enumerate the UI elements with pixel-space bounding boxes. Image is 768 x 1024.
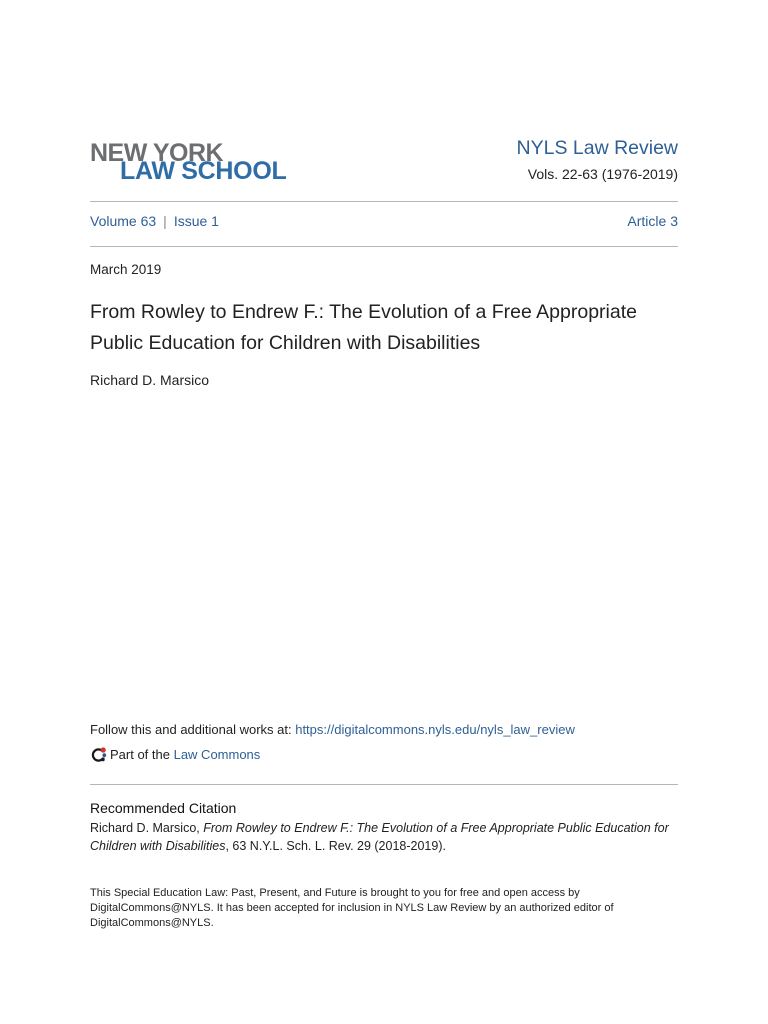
follow-prefix: Follow this and additional works at: — [90, 722, 296, 737]
follow-line — [90, 722, 575, 737]
part-of-prefix: Part of the — [110, 747, 174, 762]
article-author: Richard D. Marsico — [90, 372, 210, 388]
article-link[interactable]: Article 3 — [627, 213, 678, 229]
journal-title-link[interactable]: NYLS Law Review — [516, 137, 678, 159]
commons-network-icon — [90, 746, 107, 763]
issue-link[interactable]: Issue 1 — [173, 213, 219, 229]
issue-bar — [90, 213, 678, 229]
citation-author: Richard D. Marsico, — [90, 821, 204, 835]
open-access-note: This Special Education Law: Past, Present, and Future is brought to you for free and open access by DigitalCommons@NYLS. It has been accepted for inclusion in NYLS Law Review by an authorized editor of DigitalCommons@NYLS. — [90, 887, 614, 929]
citation-title: From Rowley to Endrew F.: The Evolution of a Free Appropriate Public Education for Children with Disabilities — [90, 821, 669, 853]
logo-line-1: NEW YORK — [90, 139, 224, 167]
part-of-line — [90, 746, 260, 763]
publication-date: March 2019 — [90, 262, 162, 277]
repository-link[interactable]: https://digitalcommons.nyls.edu/nyls_law_review — [295, 722, 575, 737]
recommended-citation-text — [90, 820, 678, 855]
issue-divider — [90, 246, 678, 247]
new-york-law-school-logo[interactable] — [90, 141, 300, 183]
journal-volumes: Vols. 22-63 (1976-2019) — [527, 166, 678, 182]
header-divider — [90, 201, 678, 202]
law-commons-link[interactable]: Law Commons — [173, 747, 261, 762]
logo-line-2: LAW SCHOOL — [120, 157, 287, 185]
volume-link[interactable]: Volume 63 — [90, 213, 157, 229]
citation-divider — [90, 784, 678, 785]
cover-page — [90, 0, 678, 1024]
issue-separator: | — [163, 213, 167, 229]
citation-source: , 63 N.Y.L. Sch. L. Rev. 29 (2018-2019). — [225, 838, 446, 853]
recommended-citation-heading: Recommended Citation — [90, 800, 237, 816]
article-title: From Rowley to Endrew F.: The Evolution of a Free Appropriate Public Education for Children with Disabilities — [90, 301, 637, 354]
